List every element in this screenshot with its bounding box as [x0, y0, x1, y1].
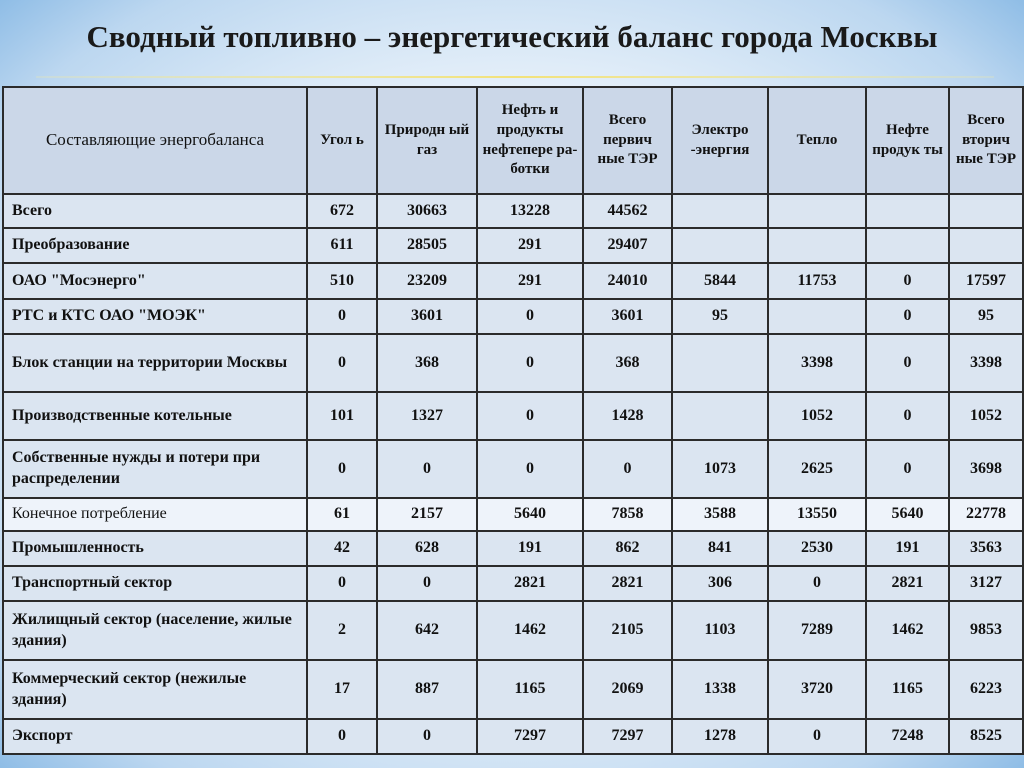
- table-cell: 8525: [949, 719, 1023, 754]
- table-row: [3, 263, 1023, 299]
- header-row: [3, 87, 1023, 194]
- table-cell: 0: [768, 719, 866, 754]
- table-cell: 13550: [768, 498, 866, 531]
- table-cell: 5640: [866, 498, 949, 531]
- table-row: [3, 566, 1023, 601]
- table-cell: 2821: [477, 566, 583, 601]
- table-cell: 3398: [949, 334, 1023, 392]
- table-cell: 3698: [949, 440, 1023, 498]
- column-header: Нефть и продукты нефтепере ра-ботки: [477, 87, 583, 194]
- row-label: Всего: [3, 194, 307, 228]
- table-cell: 6223: [949, 660, 1023, 719]
- table-cell: 44562: [583, 194, 672, 228]
- table-cell: 61: [307, 498, 377, 531]
- row-label: Блок станции на территории Москвы: [3, 334, 307, 392]
- table-cell: 887: [377, 660, 477, 719]
- table-row: [3, 334, 1023, 392]
- table-cell: 191: [866, 531, 949, 566]
- table-cell: 2821: [866, 566, 949, 601]
- table-cell: 17597: [949, 263, 1023, 299]
- table-cell: 0: [307, 440, 377, 498]
- column-header: Тепло: [768, 87, 866, 194]
- table-cell: 1462: [866, 601, 949, 660]
- row-label: Жилищный сектор (население, жилые здания): [3, 601, 307, 660]
- table-cell: 17: [307, 660, 377, 719]
- column-header: Всего первич ные ТЭР: [583, 87, 672, 194]
- table-cell: 0: [583, 440, 672, 498]
- table-cell: 7297: [477, 719, 583, 754]
- table-cell: 3601: [583, 299, 672, 334]
- table-cell: [866, 228, 949, 263]
- table-cell: 191: [477, 531, 583, 566]
- table-cell: 29407: [583, 228, 672, 263]
- table-cell: 0: [866, 299, 949, 334]
- table-cell: 5640: [477, 498, 583, 531]
- table-cell: 672: [307, 194, 377, 228]
- table-cell: 0: [377, 566, 477, 601]
- table-cell: [768, 228, 866, 263]
- table-row: [3, 194, 1023, 228]
- table-cell: 1462: [477, 601, 583, 660]
- table-cell: 1278: [672, 719, 768, 754]
- table-cell: [768, 194, 866, 228]
- table-cell: 2069: [583, 660, 672, 719]
- table-cell: 0: [866, 392, 949, 440]
- table-cell: 7289: [768, 601, 866, 660]
- table-cell: 13228: [477, 194, 583, 228]
- table-cell: [949, 194, 1023, 228]
- table-cell: 2821: [583, 566, 672, 601]
- table-cell: 1052: [768, 392, 866, 440]
- table-cell: 0: [307, 566, 377, 601]
- table-cell: [672, 194, 768, 228]
- table-cell: 23209: [377, 263, 477, 299]
- table-cell: 2157: [377, 498, 477, 531]
- table-cell: 7248: [866, 719, 949, 754]
- table-cell: [768, 299, 866, 334]
- table-cell: 2: [307, 601, 377, 660]
- table-cell: 95: [949, 299, 1023, 334]
- table-cell: 1103: [672, 601, 768, 660]
- row-label: Экспорт: [3, 719, 307, 754]
- table-cell: 0: [377, 440, 477, 498]
- table-row: [3, 440, 1023, 498]
- table-cell: 0: [768, 566, 866, 601]
- table-cell: 7858: [583, 498, 672, 531]
- table-cell: 9853: [949, 601, 1023, 660]
- table-cell: 0: [377, 719, 477, 754]
- row-label: ОАО "Мосэнерго": [3, 263, 307, 299]
- table-cell: 0: [866, 263, 949, 299]
- table-cell: 2530: [768, 531, 866, 566]
- table-cell: 1052: [949, 392, 1023, 440]
- table-row: [3, 719, 1023, 754]
- table-cell: 306: [672, 566, 768, 601]
- column-header: Природн ый газ: [377, 87, 477, 194]
- table-cell: 368: [377, 334, 477, 392]
- table-cell: 0: [307, 719, 377, 754]
- table-cell: 5844: [672, 263, 768, 299]
- table-cell: 3720: [768, 660, 866, 719]
- table-cell: 0: [307, 334, 377, 392]
- table-cell: 1073: [672, 440, 768, 498]
- table-cell: 1165: [477, 660, 583, 719]
- table-cell: 642: [377, 601, 477, 660]
- table-cell: 11753: [768, 263, 866, 299]
- table-row: [3, 498, 1023, 531]
- table-row: [3, 228, 1023, 263]
- row-label: Конечное потребление: [3, 498, 307, 531]
- row-label: Промышленность: [3, 531, 307, 566]
- table-cell: 0: [477, 392, 583, 440]
- row-label: Транспортный сектор: [3, 566, 307, 601]
- table-cell: 611: [307, 228, 377, 263]
- table-cell: 101: [307, 392, 377, 440]
- table-cell: 291: [477, 263, 583, 299]
- table-row: [3, 299, 1023, 334]
- row-label: Коммерческий сектор (нежилые здания): [3, 660, 307, 719]
- table-cell: 3588: [672, 498, 768, 531]
- column-header: Угол ь: [307, 87, 377, 194]
- table-cell: 628: [377, 531, 477, 566]
- table-cell: 841: [672, 531, 768, 566]
- table-cell: [672, 392, 768, 440]
- table-row: [3, 392, 1023, 440]
- table-cell: [866, 194, 949, 228]
- table-cell: 95: [672, 299, 768, 334]
- table-cell: 3601: [377, 299, 477, 334]
- table-cell: 42: [307, 531, 377, 566]
- table-cell: 0: [477, 440, 583, 498]
- table-cell: [949, 228, 1023, 263]
- row-label: Преобразование: [3, 228, 307, 263]
- column-header: Всего вторич ные ТЭР: [949, 87, 1023, 194]
- table-cell: 28505: [377, 228, 477, 263]
- table-cell: 2105: [583, 601, 672, 660]
- table-cell: 2625: [768, 440, 866, 498]
- energy-balance-table: [2, 86, 1024, 755]
- table-cell: 3398: [768, 334, 866, 392]
- table-row: [3, 601, 1023, 660]
- table-cell: 22778: [949, 498, 1023, 531]
- table-cell: 7297: [583, 719, 672, 754]
- table-cell: 1428: [583, 392, 672, 440]
- table-cell: 24010: [583, 263, 672, 299]
- row-label: РТС и КТС ОАО "МОЭК": [3, 299, 307, 334]
- table-cell: [672, 228, 768, 263]
- table-cell: 0: [866, 334, 949, 392]
- table-cell: 3563: [949, 531, 1023, 566]
- table-cell: 0: [477, 334, 583, 392]
- table-cell: 3127: [949, 566, 1023, 601]
- table-row: [3, 531, 1023, 566]
- column-header: Составляющие энергобаланса: [3, 87, 307, 194]
- table-cell: 1327: [377, 392, 477, 440]
- row-label: Собственные нужды и потери при распределении: [3, 440, 307, 498]
- table-row: [3, 660, 1023, 719]
- table-cell: 510: [307, 263, 377, 299]
- table-cell: 30663: [377, 194, 477, 228]
- table-cell: 291: [477, 228, 583, 263]
- row-label: Производственные котельные: [3, 392, 307, 440]
- table-cell: 0: [477, 299, 583, 334]
- table-cell: 1165: [866, 660, 949, 719]
- column-header: Электро -энергия: [672, 87, 768, 194]
- table-cell: 862: [583, 531, 672, 566]
- table-cell: 0: [307, 299, 377, 334]
- title-divider: [36, 76, 994, 78]
- table-cell: [672, 334, 768, 392]
- table-cell: 0: [866, 440, 949, 498]
- column-header: Нефте продук ты: [866, 87, 949, 194]
- slide-title: Сводный топливно – энергетический баланс города Москвы: [86, 19, 938, 54]
- table-cell: 368: [583, 334, 672, 392]
- table-cell: 1338: [672, 660, 768, 719]
